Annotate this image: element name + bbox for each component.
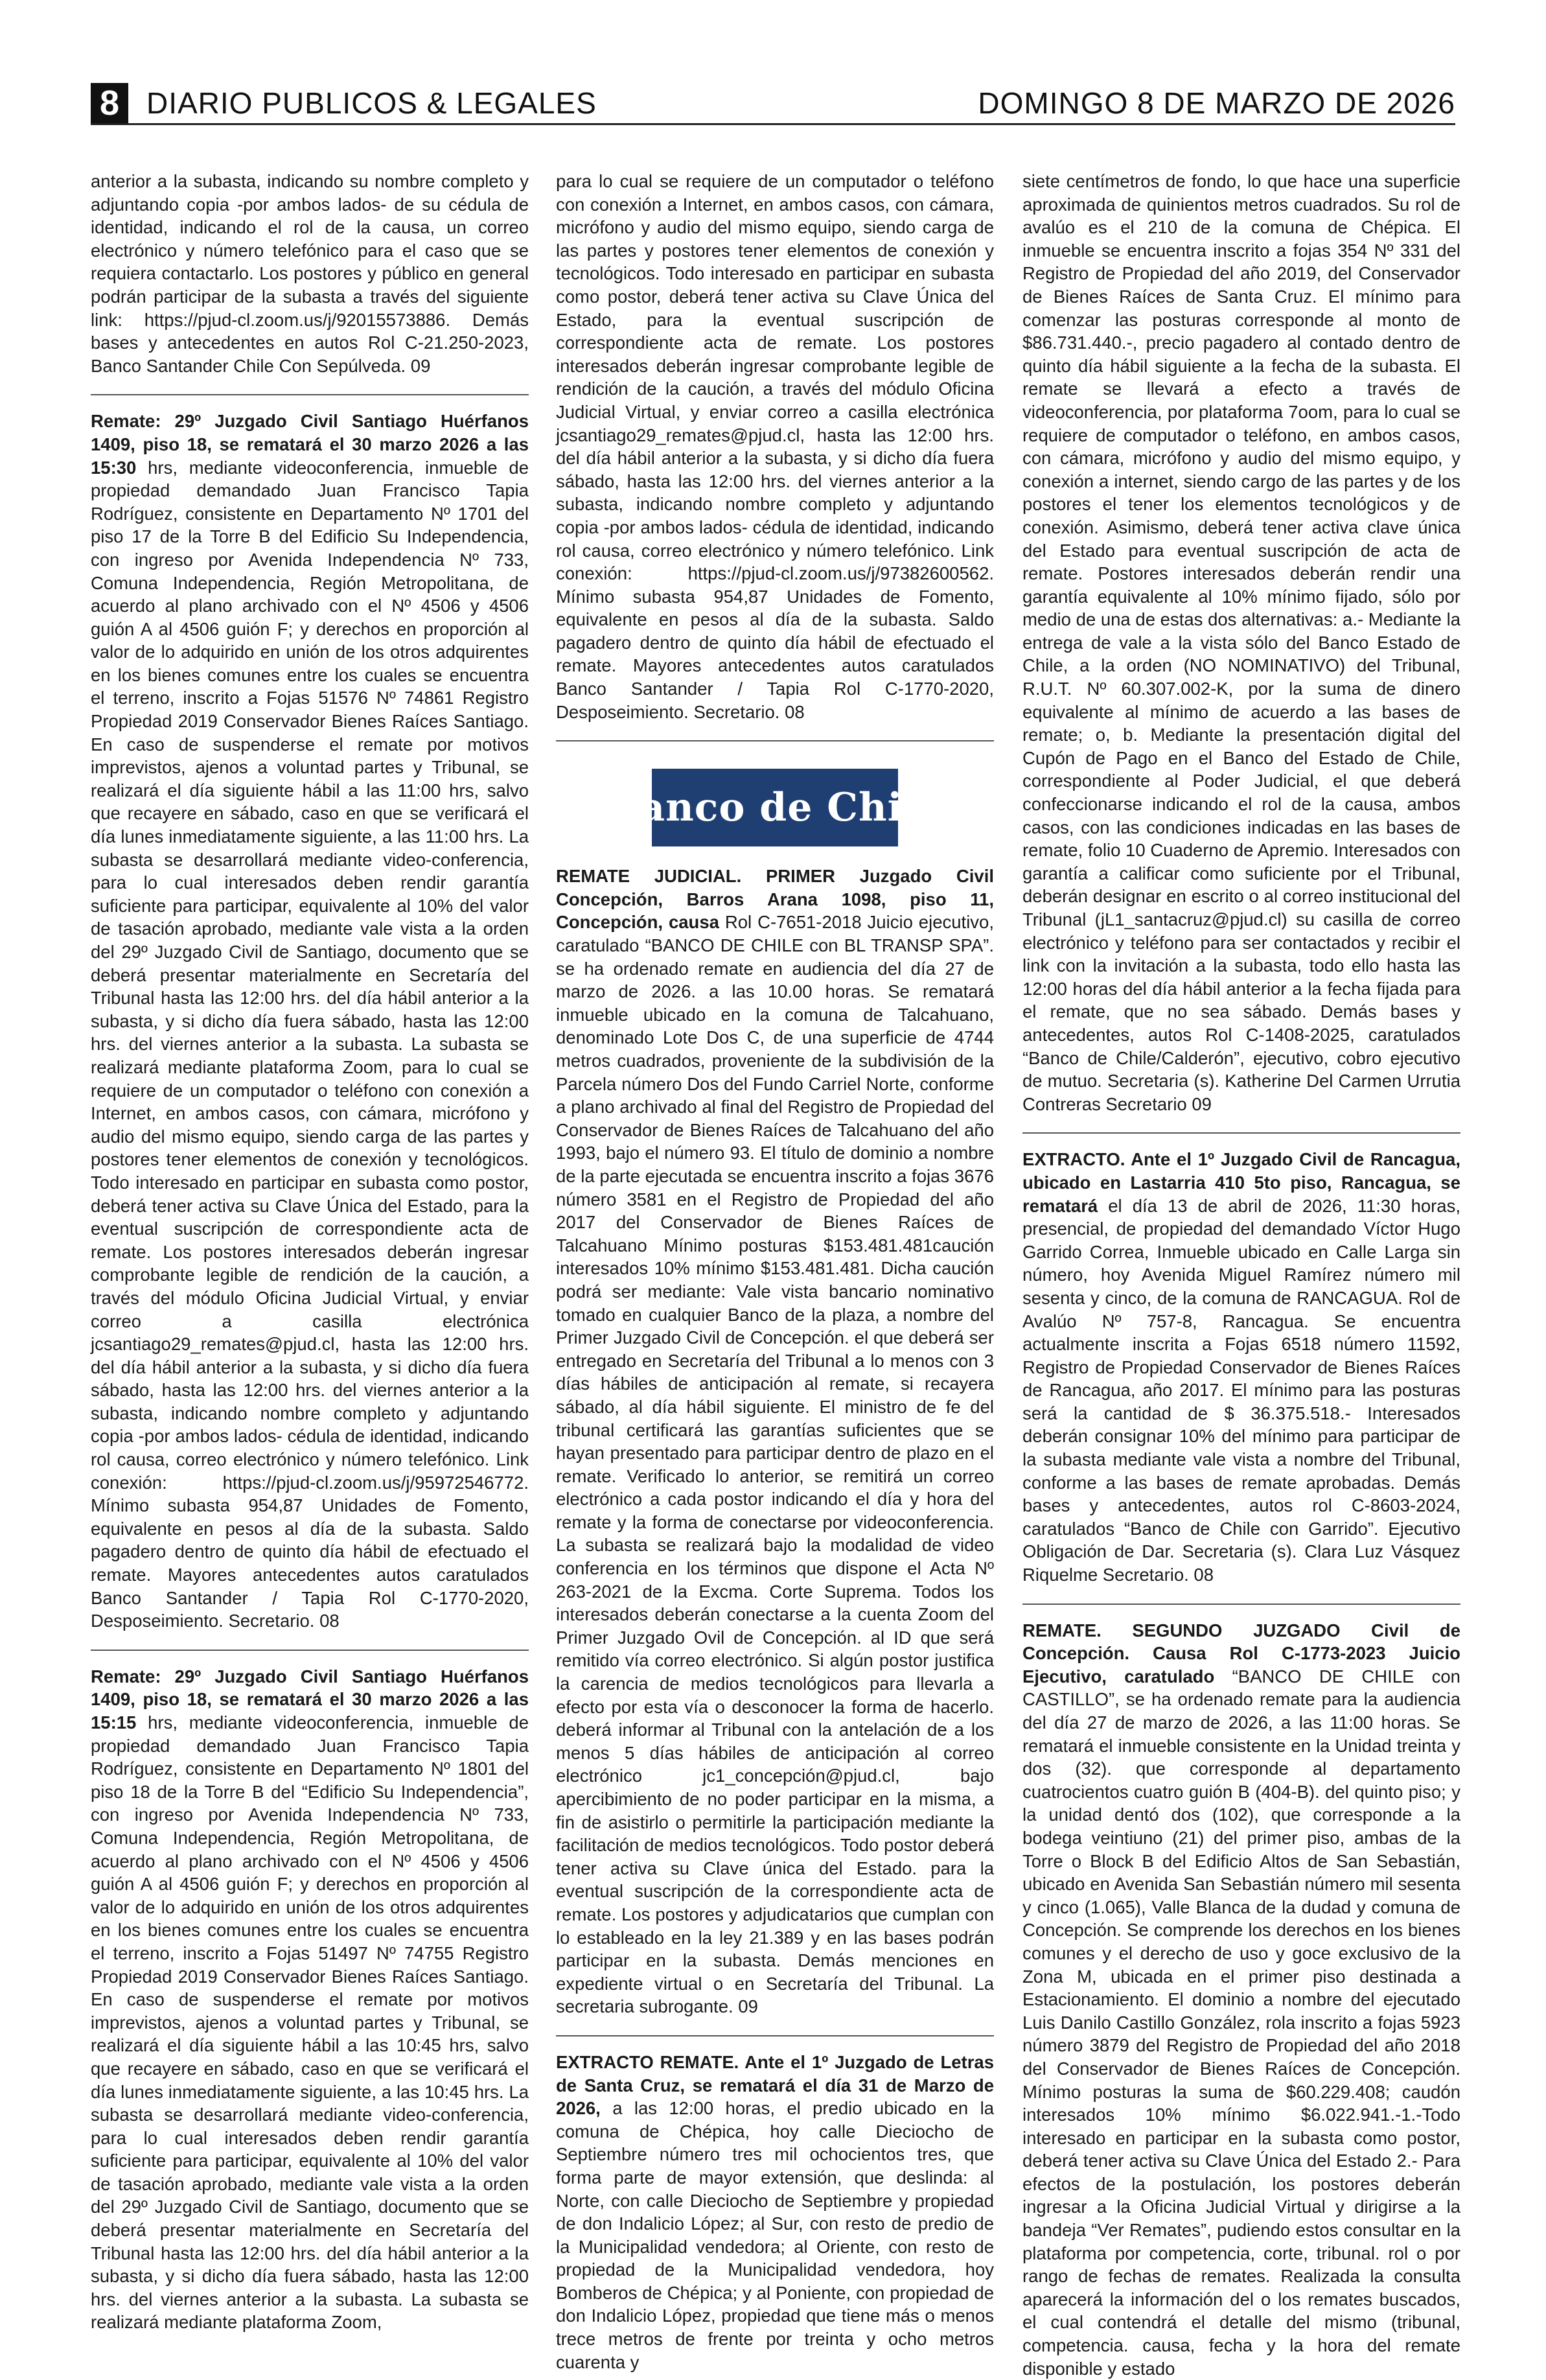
notice-remate-29-civil-1701: [91, 410, 529, 1632]
banco-de-chile-logo: [606, 769, 944, 846]
notice-body: hrs, mediante videoconferencia, inmueble de propiedad demandado Juan Francisco Tapia Rodríguez, consistente en Departamento Nº 1801 del piso 18 de la Torre B del “Edificio Su Independencia”, con ingreso por Avenida Independencia Nº 733, Comuna Independencia, Región Metropolitana, de acuerdo al plano archivado con el Nº 4506 y 4506 guión A al 4506 guión F; y derechos en proporción al valor de lo adquirido en unión de los otros adquirentes en los bienes comunes entre los cuales se encuentra el terreno, inscrito a Fojas 51497 Nº 74755 Registro Propiedad 2019 Conservador Bienes Raíces Santiago. En caso de suspenderse el remate por motivos imprevistos, ajenos a voluntad partes y Tribunal, se realizará el día siguiente hábil a las 10:45 hrs, salvo que recayere en sábado, caso en que se verificará el día lunes inmediatamente siguiente, a las 10:45 hrs. La subasta se desarrollará mediante video-conferencia, para lo cual interesados deben rendir garantía suficiente para participar, equivalente al 10% del valor de tasación aprobado, mediante vale vista a la orden del 29º Juzgado Civil de Santiago, documento que se deberá presentar materialmente en Secretaría del Tribunal hasta las 12:00 hrs. del día hábil anterior a la subasta, y si dicho día fuera sábado, hasta las 12:00 hrs. del viernes anterior a la subasta. La subasta se realizará mediante plataforma Zoom,: [91, 1712, 529, 2333]
notice-divider: [556, 740, 994, 741]
notice-lead: REMATE JUDICIAL. PRIMER Juzgado Civil Concepción, Barros Arana 1098, piso 11, Concepción, causa: [556, 866, 994, 933]
notice-remate-segundo-concepcion: [1022, 1619, 1460, 2380]
column-3: [1022, 170, 1460, 2379]
notice-lead: EXTRACTO REMATE. Ante el 1º Juzgado de Letras de Santa Cruz, se rematará el día 31 de Marzo de 2026,: [556, 2051, 994, 2119]
notice-divider: [91, 1650, 529, 1651]
notice-continued: [91, 170, 529, 377]
notice-extracto-santa-cruz: [556, 2051, 994, 2374]
notice-remate-29-civil-1801: [91, 1665, 529, 2334]
issue-date: DOMINGO 8 DE MARZO DE 2026: [978, 86, 1455, 120]
notice-continued: [556, 170, 994, 723]
notice-lead: EXTRACTO. Ante el 1º Juzgado Civil de Rancagua, ubicado en Lastarria 410 5to piso, Rancagua, se rematará: [1022, 1149, 1460, 1216]
notice-body: siete centímetros de fondo, lo que hace una superficie aproximada de quinientos metros cuadrados. Su rol de avalúo es el 210 de la comuna de Chépica. El inmueble se encuentra inscrito a fojas 354 Nº 331 del Registro de Propiedad del año 2019, del Conservador de Bienes Raíces de Santa Cruz. El mínimo para comenzar las posturas corresponde al monto de $86.731.440.-, precio pagadero al contado dentro de quinto día hábil siguiente a la fecha de la subasta. El remate se llevará a efecto a través de videoconferencia, por plataforma 7oom, para lo cual se requiere de computador o teléfono, en ambos casos, con cámara, micrófono y audio del mismo equipo, y conexión a internet, siendo cargo de las partes y de los postores el tener los elementos tecnológicos y de conexión. Asimismo, deberá tener activa clave única del Estado para eventual suscripción de acta de remate. Postores interesados deberán rendir una garantía equivalente al 10% mínimo fijado, sólo por medio de una de estas dos alternativas: a.- Mediante la entrega de vale a la vista sólo del Banco Estado de Chile, a la orden (NO NOMINATIVO) del Tribunal, R.U.T. Nº 60.307.002-K, por la suma de dinero equivalente al mínimo de acuerdo a las bases de remate; o, b. Mediante la presentación digital del Cupón de Pago en el Banco del Estado de Chile, correspondiente al Poder Judicial, el que deberá confeccionarse indicando el rol de la causa, ambos casos, con las condiciones indicadas en las bases de remate, folio 10 Cuaderno de Apremio. Interesados con garantía a calificar como suficiente por el Tribunal, deberán designar en escrito o al correo institucional del Tribunal (jL1_santacruz@pjud.cl) su casilla de correo electrónico y teléfono para ser contactados y recibir el link con la invitación a la subasta, todo ello hasta las 12:00 horas del día hábil anterior a la fecha fijada para el remate, que no sea sábado. Demás bases y antecedentes, autos Rol C-1408-2025, caratulados “Banco de Chile/Calderón”, ejecutivo, cobro ejecutivo de mutuo. Secretaria (s). Katherine Del Carmen Urrutia Contreras Secretario 09: [1022, 171, 1460, 1114]
notice-divider: [91, 394, 529, 395]
logo-text: Banco de Chile: [606, 785, 944, 831]
notice-remate-judicial-concepcion: [556, 865, 994, 2018]
column-1: [91, 170, 529, 2333]
notice-continued: [1022, 170, 1460, 1115]
notice-body: “BANCO DE CHILE con CASTILLO”, se ha ordenado remate para la audiencia del día 27 de marzo de 2026, a las 11:00 horas. Se rematará el inmueble consistente en la Unidad treinta y dos (32). que corresponde al departamento cuatrocientos cuatro guión B (404-B). del quinto piso; y la unidad dentó dos (102), que corresponde a la bodega veintiuno (21) del primer piso, ambas de la Torre o Block B del Edificio Altos de San Sebastián, ubicado en Avenida San Sebastián número mil sesenta y cinco (1.065), Valle Blanca de la dudad y comuna de Concepción. Se comprende los derechos en los bienes comunes y el derecho de uso y goce exclusivo de la Zona M, ubicada en el primer piso destinada a Estacionamiento. El dominio a nombre del ejecutado Luis Danilo Castillo González, rola inscrito a fojas 5923 número 3879 del Registro de Propiedad del año 2018 del Conservador de Bienes Raíces de Concepción. Mínimo posturas la suma de $60.229.408; caudón interesados 10% mínimo $6.022.941.-1.-Todo interesado en participar en la subasta como postor, deberá tener activa su Clave Única del Estado 2.- Para efectos de la postulación, los postores deberán ingresar a la Oficina Judicial Virtual y dirigirse a la bandeja “Ver Remates”, pudiendo estos consultar en la plataforma por competencia, corte, tribunal. rol o por rango de fechas de remates. Realizada la consulta aparecerá la información del o los remates buscados, el cual contendrá el detalle del mismo (tribunal, competencia. causa, fecha y la hora del remate disponible y estado: [1022, 1666, 1460, 2379]
notice-body: a las 12:00 horas, el predio ubicado en la comuna de Chépica, hoy calle Dieciocho de Septiembre número tres mil ochocientos tres, que forma parte de mayor extensión, que deslinda: al Norte, con calle Dieciocho de Septiembre y propiedad de don Indalicio López; al Sur, con resto de predio de la Municipalidad vendedora; al Oriente, con resto de propiedad de la Municipalidad vendedora, hoy Bomberos de Chépica; y al Poniente, con propiedad de don Indalicio López, propiedad que tiene más o menos trece metros de frente por treinta y ocho metros cuarenta y: [556, 2098, 994, 2372]
logo-container: [556, 756, 994, 859]
section-title: DIARIO PUBLICOS & LEGALES: [146, 86, 597, 120]
notice-body: hrs, mediante videoconferencia, inmueble de propiedad demandado Juan Francisco Tapia Rodríguez, consistente en Departamento Nº 1701 del piso 17 de la Torre B del Edificio Su Independencia, con ingreso por Avenida Independencia Nº 733, Comuna Independencia, Región Metropolitana, de acuerdo al plano archivado con el Nº 4506 y 4506 guión A al 4506 guión F; y derechos en proporción al valor de lo adquirido en unión de los otros adquirentes en los bienes comunes entre los cuales se encuentra el terreno, inscrito a Fojas 51576 Nº 74861 Registro Propiedad 2019 Conservador Bienes Raíces Santiago. En caso de suspenderse el remate por motivos imprevistos, ajenos a voluntad partes y Tribunal, se realizará el día siguiente hábil a las 11:00 hrs, salvo que recayere en sábado, caso en que se verificará el día lunes inmediatamente siguiente, a las 11:00 hrs. La subasta se desarrollará mediante video-conferencia, para lo cual interesados deben rendir garantía suficiente para participar, equivalente al 10% del valor de tasación aprobado, mediante vale vista a la orden del 29º Juzgado Civil de Santiago, documento que se deberá presentar materialmente en Secretaría del Tribunal hasta las 12:00 hrs. del día hábil anterior a la subasta, y si dicho día fuera sábado, hasta las 12:00 hrs. del viernes anterior a la subasta. La subasta se realizará mediante plataforma Zoom, para lo cual se requiere de un computador o teléfono con conexión a Internet, en ambos casos, con cámara, micrófono y audio del mismo equipo, siendo carga de las partes y postores tener elementos de conexión y tecnológicos. Todo interesado en participar en subasta como postor, deberá tener activa su Clave Única del Estado, para la eventual suscripción de correspondiente acta de remate. Los postores interesados deberán ingresar comprobante legible de rendición de la caución, a través del módulo Oficina Judicial Virtual, y enviar correo a casilla electrónica jcsantiago29_remates@pjud.cl, hasta las 12:00 hrs. del día hábil anterior a la subasta, y si dicho día fuera sábado, hasta las 12:00 hrs. del viernes anterior a la subasta, indicando nombre completo y adjuntando copia -por ambos lados- cédula de identidad, indicando rol causa, correo electrónico y número telefónico. Link conexión: https://pjud-cl.zoom.us/j/95972546772. Mínimo subasta 954,87 Unidades de Fomento, equivalente en pesos al día de la subasta. Saldo pagadero dentro de quinto día hábil de efectuado el remate. Mayores antecedentes autos caratulados Banco Santander / Tapia Rol C-1770-2020, Desposeimiento. Secretario. 08: [91, 457, 529, 1631]
notice-lead: REMATE. SEGUNDO JUZGADO Civil de Concepción. Causa Rol C-1773-2023 Juicio Ejecutivo, caratulado: [1022, 1620, 1460, 1686]
page-header: [91, 83, 1455, 125]
column-2: [556, 170, 994, 2372]
notice-body: para lo cual se requiere de un computador o teléfono con conexión a Internet, en ambos casos, con cámara, micrófono y audio del mismo equipo, siendo carga de las partes y postores tener elementos de conexión y tecnológicos. Todo interesado en participar en subasta como postor, deberá tener activa su Clave Única del Estado, para la eventual suscripción de correspondiente acta de remate. Los postores interesados deberán ingresar comprobante legible de rendición de la caución, a través del módulo Oficina Judicial Virtual, y enviar correo a casilla electrónica jcsantiago29_remates@pjud.cl, hasta las 12:00 hrs. del día hábil anterior a la subasta, y si dicho día fuera sábado, hasta las 12:00 hrs. del viernes anterior a la subasta, indicando nombre completo y adjuntando copia -por ambos lados- cédula de identidad, indicando rol causa, correo electrónico y número telefónico. Link conexión: https://pjud-cl.zoom.us/j/97382600562. Mínimo subasta 954,87 Unidades de Fomento, equivalente en pesos al día de la subasta. Saldo pagadero dentro de quinto día hábil de efectuado el remate. Mayores antecedentes autos caratulados Banco Santander / Tapia Rol C-1770-2020, Desposeimiento. Secretario. 08: [556, 171, 994, 722]
notice-lead: Remate: 29º Juzgado Civil Santiago Huérfanos 1409, piso 18, se rematará el 30 marzo 2026 a las 15:15: [91, 1666, 529, 1732]
notice-lead: Remate: 29º Juzgado Civil Santiago Huérfanos 1409, piso 18, se rematará el 30 marzo 2026 a las 15:30: [91, 411, 529, 478]
notice-body: anterior a la subasta, indicando su nombre completo y adjuntando copia -por ambos lados- de su cédula de identidad, indicando el rol de la causa, un correo electrónico y número telefónico para el caso que se requiera contactarlo. Los postores y público en general podrán participar de la subasta a través del siguiente link: https://pjud-cl.zoom.us/j/92015573886. Demás bases y antecedentes en autos Rol C-21.250-2023, Banco Santander Chile Con Sepúlveda. 09: [91, 171, 529, 376]
notice-body: el día 13 de abril de 2026, 11:30 horas, presencial, de propiedad del demandado Víctor Hugo Garrido Correa, Inmueble ubicado en Calle Larga sin número, hoy Avenida Miguel Ramírez número mil sesenta y cinco, de la comuna de RANCAGUA. Rol de Avalúo Nº 757-8, Rancagua. Se encuentra actualmente inscrita a Fojas 6518 número 11592, Registro de Propiedad Conservador de Bienes Raíces de Rancagua, año 2017. El mínimo para las posturas será la cantidad de $ 36.375.518.- Interesados deberán consignar 10% del mínimo para participar de la subasta mediante vale vista a nombre del Tribunal, conforme a las bases de remate aprobadas. Demás bases y antecedentes, autos rol C-8603-2024, caratulados “Banco de Chile con Garrido”. Ejecutivo Obligación de Dar. Secretaria (s). Clara Luz Vásquez Riquelme Secretario. 08: [1022, 1195, 1460, 1585]
notice-divider: [556, 2035, 994, 2036]
notice-extracto-rancagua: [1022, 1148, 1460, 1586]
notice-body: Rol C-7651-2018 Juicio ejecutivo, caratulado “BANCO DE CHILE con BL TRANSP SPA”. se ha ordenado remate en audiencia del día 27 de marzo de 2026. a las 10.00 horas. Se rematará inmueble ubicado en la comuna de Talcahuano, denominado Lote Dos C, de una superficie de 4744 metros cuadrados, proveniente de la subdivisión de la Parcela número Dos del Fundo Carriel Norte, conforme a plano archivado al final del Registro de Propiedad del Conservador de Bienes Raíces de Talcahuano del año 1993, bajo el número 93. El título de dominio a nombre de la parte ejecutada se encuentra inscrito a fojas 3676 número 3581 en el Registro de Propiedad del año 2017 del Conservador de Bienes Raíces de Talcahuano Mínimo posturas $153.481.481caución interesados 10% mínimo $153.481.481. Dicha caución podrá ser mediante: Vale vista bancario nominativo tomado en cualquier Banco de la plaza, a nombre del Primer Juzgado Civil de Concepción. el que deberá ser entregado en Secretaría del Tribunal a lo menos con 3 días hábiles de anticipación al remate, si recayera sábado, al día hábil siguiente. El ministro de fe del tribunal certificará las garantías suficientes que se hayan presentado para participar dentro de plazo en el remate. Verificado lo anterior, se remitirá un correo electrónico a cada postor indicando el día y hora del remate y la forma de conectarse por videoconferencia. La subasta se realizará bajo la modalidad de video conferencia en los términos que dispone el Acta Nº 263-2021 de la Excma. Corte Suprema. Todos los interesados deberán conectarse a la cuenta Zoom del Primer Juzgado Ovil de Concepción. al ID que será remitido vía correo electrónico. Si algún postor justifica la carencia de medios tecnológicos para llevarla a efecto por esta vía o desconocer la forma de hacerlo. deberá informar al Tribunal con la antelación de a los menos 5 días hábiles de anticipación al correo electrónico jc1_concepción@pjud.cl, bajo apercibimiento de no poder participar en la misma, a fin de asistirlo o permitirle la participación mediante la facilitación de medios tecnológicos. Todo postor deberá tener activa su Clave única del Estado. para la eventual suscripción de la correspondiente acta de remate. Los postores y adjudicatarios que cumplan con lo estableado en la ley 21.389 y en las bases podrán participar en la subasta. Demás menciones en expediente virtual o en Secretaría del Tribunal. La secretaria subrogante. 09: [556, 912, 994, 2017]
notice-divider: [1022, 1604, 1460, 1605]
notice-divider: [1022, 1132, 1460, 1134]
page-number: 8: [91, 83, 128, 123]
